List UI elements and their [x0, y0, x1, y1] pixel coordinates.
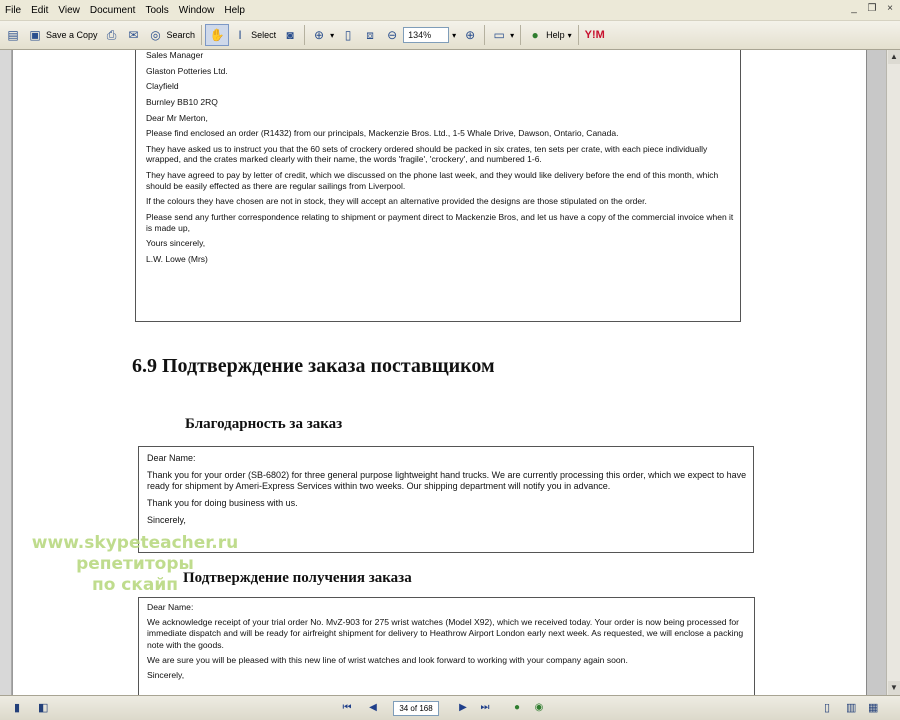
plus-circle-icon: ⊕: [465, 28, 476, 42]
section-heading: 6.9 Подтверждение заказа поставщиком: [132, 355, 495, 377]
letter-line: We are sure you will be pleased with this new line of wrist watches and look forward to working with your company again soon.: [147, 654, 628, 665]
chevron-down-icon: ▾: [567, 30, 572, 40]
menu-bar: [0, 0, 900, 21]
camera-icon: ◙: [286, 28, 294, 42]
menu-help[interactable]: Help: [224, 4, 245, 16]
letter-line: If the colours they have chosen are not in stock, they will accept an alternative provided the designs are those stipulated on the order.: [146, 196, 647, 207]
yahoo-messenger-icon: Y!M: [584, 29, 605, 41]
letter-line: Yours sincerely,: [146, 238, 206, 249]
letter-receipt-box: [138, 597, 755, 695]
continuous-page-icon[interactable]: ▥: [846, 702, 857, 714]
letter-order-box: [135, 50, 741, 322]
close-icon[interactable]: ×: [887, 3, 893, 14]
page-number-input[interactable]: 34 of 168: [393, 701, 439, 716]
document-viewport[interactable]: [12, 50, 886, 695]
select-label: Select: [251, 30, 277, 40]
chevron-down-icon: ▾: [510, 30, 515, 40]
toolbar: [0, 21, 900, 50]
navigation-panel-strip[interactable]: [0, 50, 12, 695]
toolbar-divider: [201, 25, 202, 45]
menu-view[interactable]: View: [58, 4, 80, 16]
chevron-down-icon: ▾: [330, 30, 335, 40]
toolbar-divider: [484, 25, 485, 45]
previous-page-icon[interactable]: ◀: [369, 702, 377, 713]
letter-line: Burnley BB10 2RQ: [146, 96, 218, 107]
letter-line: Sincerely,: [147, 514, 186, 525]
letter-line: Glaston Potteries Ltd.: [146, 65, 228, 76]
text-cursor-icon: I: [238, 28, 242, 42]
zoom-out-icon: ⊖: [387, 28, 398, 42]
letter-line: They have agreed to pay by letter of credit, which we discussed on the phone last week, and they would like delivery before the end of this month, which should be easily effected as there are regular sailings from Liverpool.: [146, 170, 719, 191]
first-page-icon[interactable]: ⏮: [342, 702, 352, 713]
open-button[interactable]: [2, 24, 24, 46]
subsection-heading-receipt: Подтверждение получения заказа: [183, 570, 412, 586]
watermark-line: по скайп: [91, 575, 179, 595]
print-icon: ⎙: [106, 28, 117, 42]
letter-line: Please send any further correspondence relating to shipment or payment direct to Mackenzie Bros, and let us have a copy of the commercial invoice when it is made up,: [146, 211, 734, 233]
pdf-page: [12, 50, 867, 695]
fit-page-icon: ⧈: [366, 28, 374, 42]
window-controls: [848, 3, 896, 15]
watermark: [5, 533, 265, 596]
status-bar: [0, 695, 900, 720]
menu-document[interactable]: Document: [89, 4, 136, 16]
watermark-line: репетиторы: [76, 554, 194, 574]
go-back-icon[interactable]: ●: [513, 702, 521, 713]
toolbar-divider: [520, 25, 521, 45]
letter-line: Sales Manager: [146, 50, 204, 60]
snapshot-button[interactable]: [279, 24, 301, 46]
letter-line: Sincerely,: [147, 669, 185, 680]
next-page-icon[interactable]: ▶: [459, 702, 467, 713]
zoom-in-icon: ⊕: [314, 28, 325, 42]
toolbar-divider: [578, 25, 579, 45]
select-tool-button[interactable]: [229, 24, 279, 46]
email-button[interactable]: [123, 24, 145, 46]
print-button[interactable]: [101, 24, 123, 46]
subsection-heading-thanks: Благодарность за заказ: [185, 416, 343, 432]
toolbar-divider: [304, 25, 305, 45]
help-button[interactable]: [524, 24, 575, 46]
actual-size-button[interactable]: [337, 24, 359, 46]
hand-tool-button[interactable]: [205, 24, 229, 46]
single-page-icon[interactable]: ▯: [824, 702, 831, 714]
zoom-in-button[interactable]: [459, 24, 481, 46]
menu-window[interactable]: Window: [178, 4, 215, 16]
search-button[interactable]: [145, 24, 199, 46]
scroll-down-icon[interactable]: ▼: [888, 681, 900, 695]
page-size-icon: ▮: [14, 702, 21, 714]
page-icon: ▯: [344, 28, 352, 42]
go-forward-icon[interactable]: ◉: [534, 702, 544, 713]
facing-pages-icon[interactable]: ▦: [868, 702, 879, 714]
layers-icon[interactable]: ◧: [38, 702, 49, 714]
folder-icon: ▤: [7, 28, 19, 42]
letter-line: We acknowledge receipt of your trial order No. MvZ-903 for 275 wrist watches (Model X92), which we received today. Your order is now being processed for immediate dispatch and will be ready for airfreight shipment for delivery to Heathrow Airport London early next week. As requested, we will enclose a packing note with the goods.: [147, 617, 744, 650]
menu-edit[interactable]: Edit: [31, 4, 49, 16]
save-copy-button[interactable]: [24, 24, 101, 46]
letter-line: Clayfield: [146, 81, 179, 92]
email-icon: ✉: [128, 28, 139, 42]
chevron-down-icon: ▾: [452, 30, 457, 40]
letter-line: Please find enclosed an order (R1432) from our principals, Mackenzie Bros. Ltd., 1-5 Whale Drive, Dawson, Ontario, Canada.: [146, 128, 619, 139]
save-copy-label: Save a Copy: [46, 30, 98, 40]
save-icon: ▣: [29, 28, 41, 42]
letter-line: L.W. Lowe (Mrs): [146, 253, 208, 264]
letter-line: Thank you for doing business with us.: [147, 498, 298, 509]
help-icon: ●: [531, 28, 539, 42]
zoom-dropdown[interactable]: [449, 24, 459, 46]
last-page-icon[interactable]: ⏭: [480, 702, 490, 713]
page-layout-icon: ▭: [493, 28, 505, 42]
letter-line: Dear Name:: [147, 602, 194, 612]
vertical-scrollbar[interactable]: [886, 50, 900, 695]
letter-line: Thank you for your order (SB-6802) for three general purpose lightweight hand trucks. We are currently processing this order, which we expect to have ready for shipment by Ameri-Express Services within two weeks. Our shipping department will notify you in advance.: [147, 469, 747, 492]
watermark-url: www.skypeteacher.ru: [31, 533, 239, 553]
binoculars-icon: ◎: [150, 28, 161, 42]
search-label: Search: [166, 30, 196, 40]
yahoo-messenger-button[interactable]: [582, 24, 608, 46]
fit-page-button[interactable]: [359, 24, 381, 46]
page-layout-button[interactable]: [488, 24, 517, 46]
hand-icon: ✋: [209, 28, 225, 42]
minimize-icon[interactable]: _: [851, 3, 857, 14]
menu-file[interactable]: File: [5, 4, 22, 16]
restore-icon[interactable]: ❐: [867, 3, 877, 14]
zoom-tool-button[interactable]: [308, 24, 337, 46]
letter-line: Dear Mr Merton,: [146, 112, 208, 123]
scroll-up-icon[interactable]: ▲: [888, 50, 900, 64]
zoom-out-button[interactable]: [381, 24, 403, 46]
help-label: Help: [546, 30, 565, 40]
letter-line: They have asked us to instruct you that the 60 sets of crockery ordered should be packed in six crates, ten sets per crate, with each piece individually wrapped, and the crates marked clearly with their name, the words 'fragile', 'crockery', and numbered 1-6.: [146, 143, 708, 165]
letter-line: Dear Name:: [147, 453, 196, 463]
menu-tools[interactable]: Tools: [145, 4, 169, 16]
zoom-level-input[interactable]: 134%: [403, 27, 449, 43]
